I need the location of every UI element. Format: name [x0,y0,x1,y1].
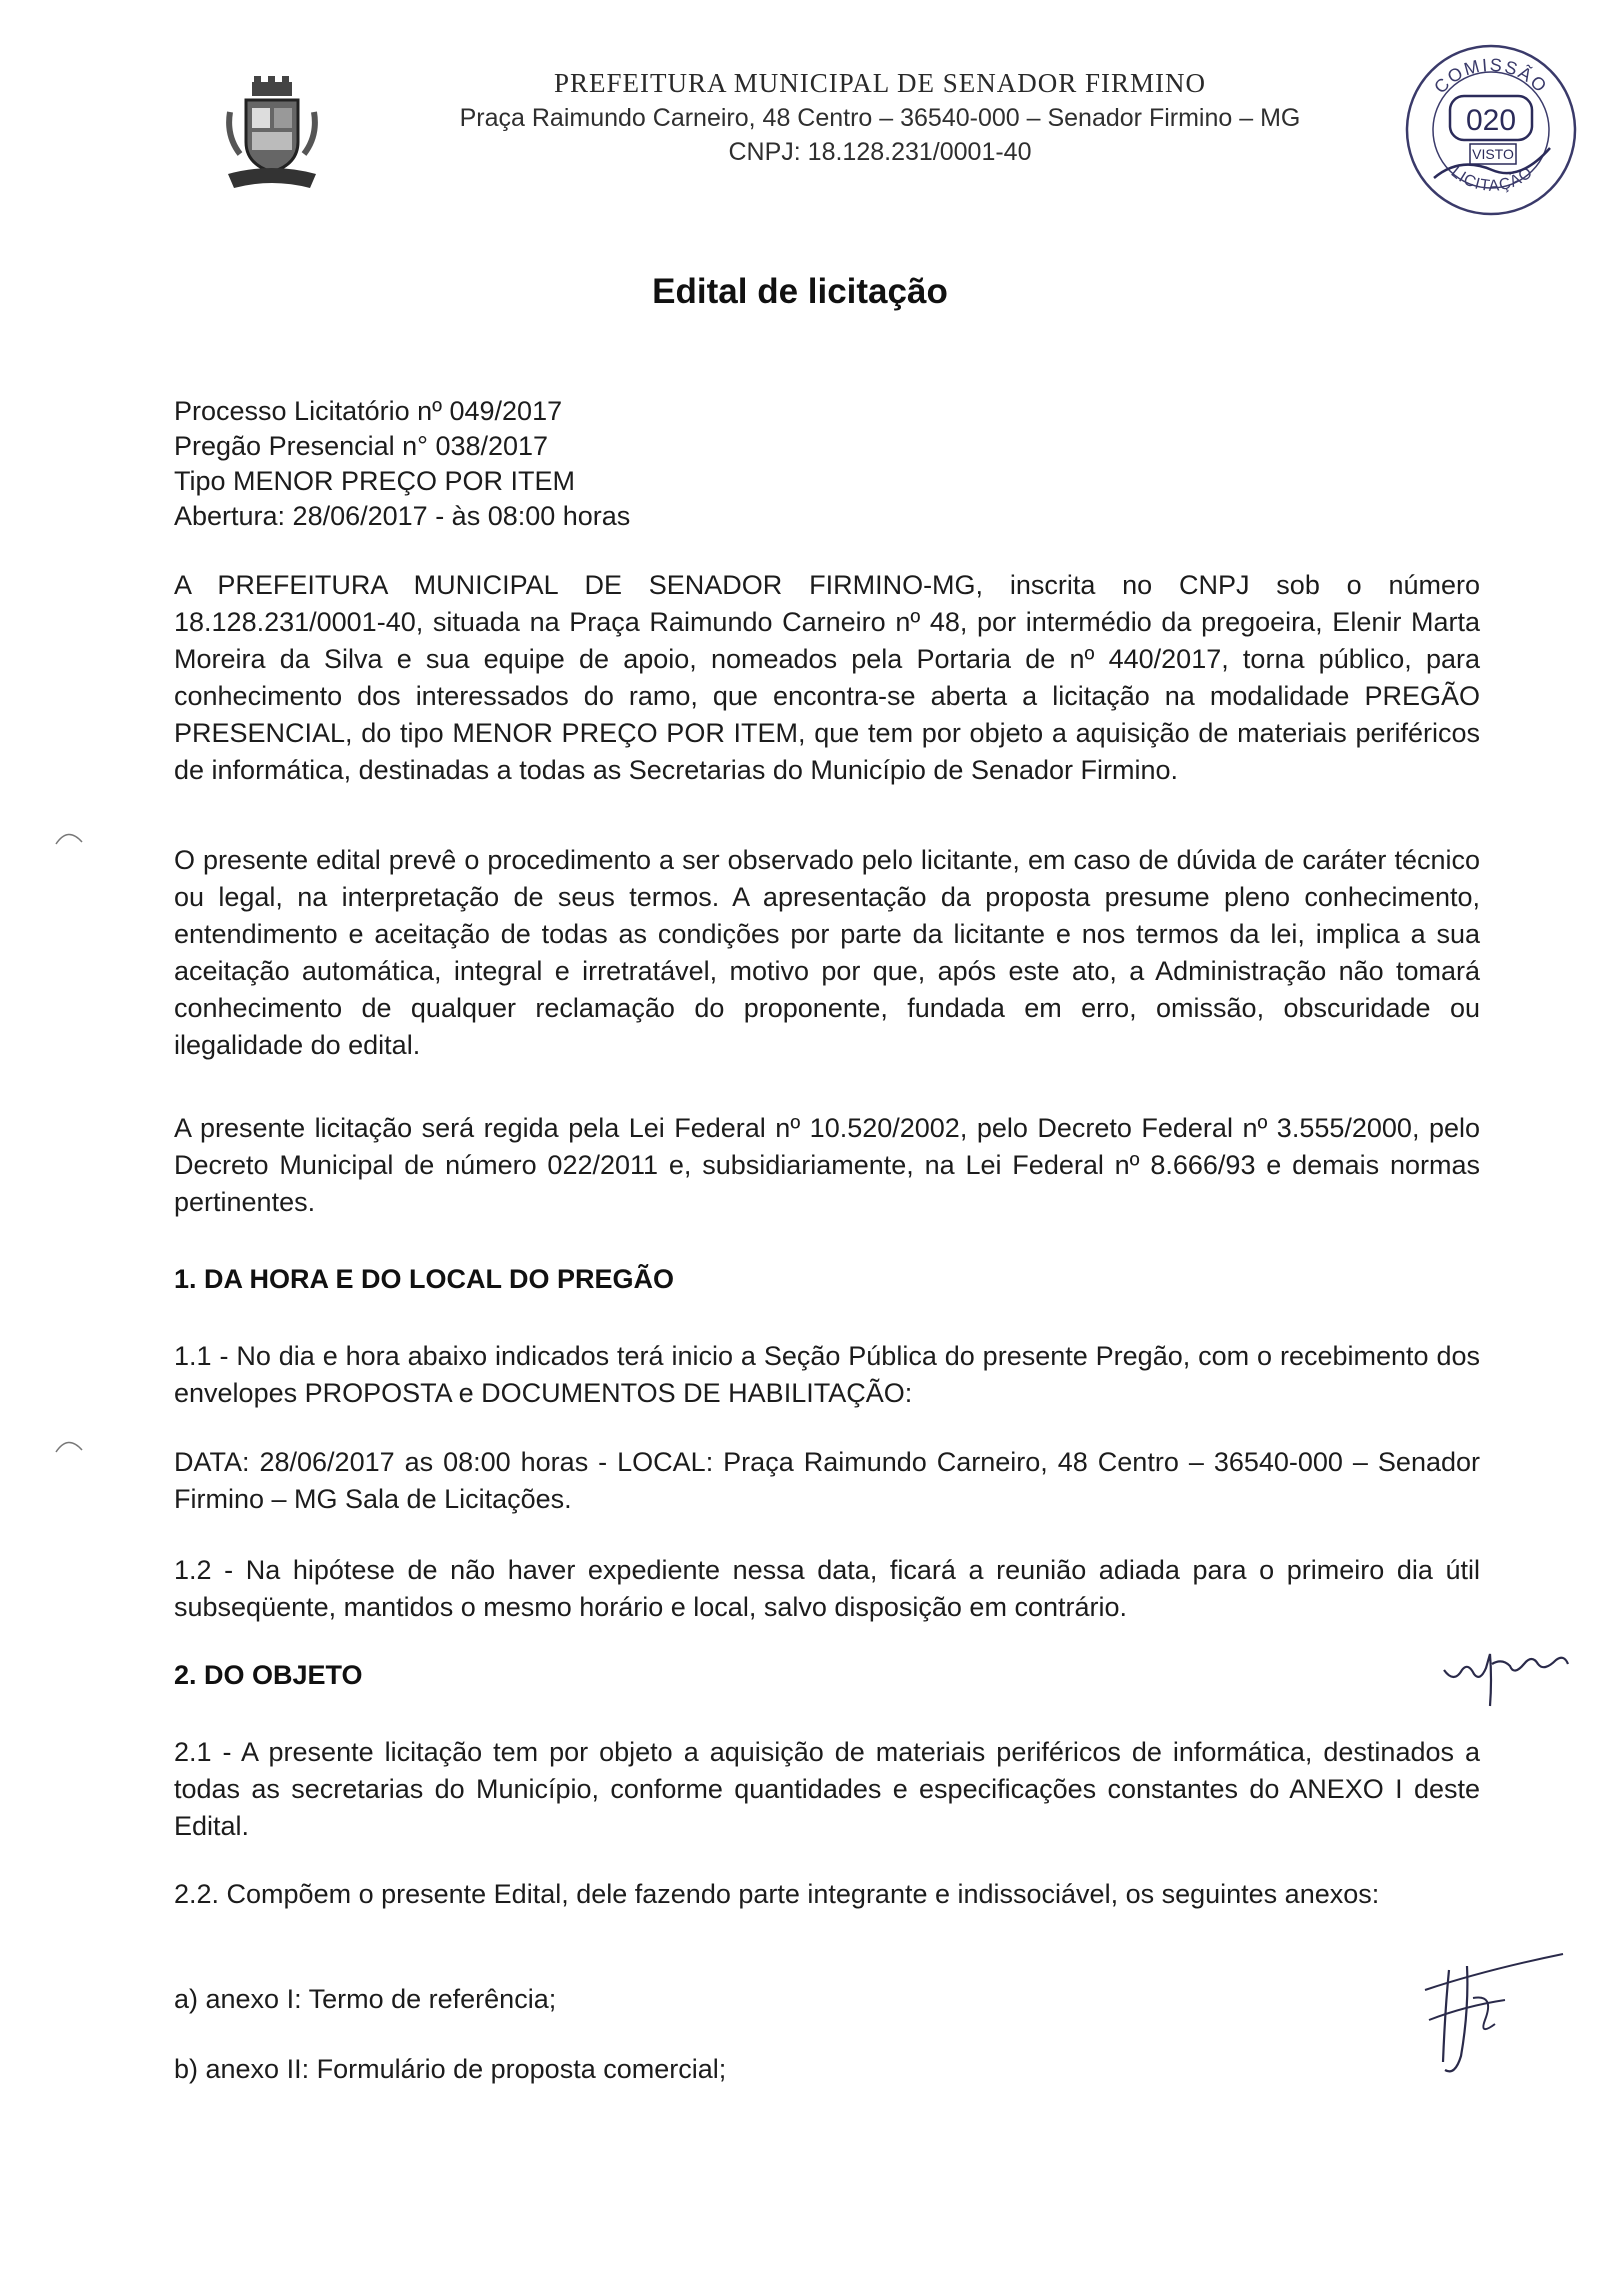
handwritten-signature-icon [1415,1950,1565,2090]
handwritten-rubric-icon [1440,1640,1570,1710]
edital-paragraph: O presente edital prevê o procedimento a ser observado pelo licitante, em caso de dúvida de caráter técnico ou legal, na interpretação de seus termos. A apresentação da proposta presume pleno conhecimento, entendimento e aceitação de todas as condições por parte da licitante e nos termos da lei, implica a sua aceitação automática, integral e irretratável, motivo por que, após este ato, a Administração não tomará conhecimento de qualquer reclamação do proponente, fundada em erro, omissão, obscuridade ou ilegalidade do edital. [174,845,1480,1060]
svg-text:COMISSÃO [1430,55,1552,98]
section-2-heading: 2. DO OBJETO [174,1660,363,1690]
pregao-number: Pregão Presencial n° 038/2017 [174,431,549,461]
binder-hole-mark-icon [54,1430,84,1460]
stamp-top-text: COMISSÃO [1430,54,1552,98]
section-2-2-paragraph: 2.2. Compõem o presente Edital, dele fazendo parte integrante e indissociável, os seguintes anexos: [174,1879,1380,1909]
letterhead-name: PREFEITURA MUNICIPAL DE SENADOR FIRMINO [553,68,1207,98]
section-2-1-paragraph: 2.1 - A presente licitação tem por objeto a aquisição de materiais periféricos de informática, destinados a todas as secretarias do Município, conforme quantidades e especificações constantes do ANEXO I deste Edital. [174,1737,1480,1841]
document-title: Edital de licitação [652,272,948,311]
stamp-bottom-text: LICITAÇÃO [1447,163,1537,195]
binder-hole-mark-icon [54,822,84,852]
lei-paragraph: A presente licitação será regida pela Lei Federal nº 10.520/2002, pelo Decreto Federal nº 3.555/2000, pelo Decreto Municipal de número 022/2011 e, subsidiariamente, na Lei Federal nº 8.666/93 e demais normas pertinentes. [174,1113,1480,1217]
process-number: Processo Licitatório nº 049/2017 [174,396,563,426]
stamp-visto: VISTO [1472,146,1514,162]
letterhead-cnpj: CNPJ: 18.128.231/0001-40 [728,138,1032,166]
section-1-2-paragraph: 1.2 - Na hipótese de não haver expediente nessa data, ficará a reunião adiada para o primeiro dia útil subseqüente, mantidos o mesmo horário e local, salvo disposição em contrário. [174,1555,1480,1622]
anexo-a-item: a) anexo I: Termo de referência; [174,1984,557,2014]
stamp-page-number: 020 [1465,104,1517,137]
section-1-1-paragraph: 1.1 - No dia e hora abaixo indicados terá inicio a Seção Pública do presente Pregão, com o recebimento dos envelopes PROPOSTA e DOCUMENTOS DE HABILITAÇÃO: [174,1341,1480,1408]
abertura-label: Abertura: 28/06/2017 - às 08:00 horas [174,501,631,531]
municipal-crest-icon [222,76,322,194]
section-1-data-paragraph: DATA: 28/06/2017 as 08:00 horas - LOCAL: Praça Raimundo Carneiro, 48 Centro – 36540-000 – Senador Firmino – MG Sala de Licitações. [174,1447,1480,1514]
section-1-heading: 1. DA HORA E DO LOCAL DO PREGÃO [174,1264,675,1294]
letterhead-address: Praça Raimundo Carneiro, 48 Centro – 36540-000 – Senador Firmino – MG [459,104,1301,132]
tipo-label: Tipo MENOR PREÇO POR ITEM [174,466,576,496]
commission-stamp [1400,38,1582,220]
intro-paragraph: A PREFEITURA MUNICIPAL DE SENADOR FIRMINO-MG, inscrita no CNPJ sob o número 18.128.231/0001-40, situada na Praça Raimundo Carneiro nº 48, por intermédio da pregoeira, Elenir Marta Moreira da Silva e sua equipe de apoio, nomeados pela Portaria de nº 440/2017, torna público, para conhecimento dos interessados do ramo, que encontra-se aberta a licitação na modalidade PREGÃO PRESENCIAL, do tipo MENOR PREÇO POR ITEM, que tem por objeto a aquisição de materiais periféricos de informática, destinadas a todas as Secretarias do Município de Senador Firmino. [174,570,1480,785]
anexo-b-item: b) anexo II: Formulário de proposta comercial; [174,2054,727,2084]
